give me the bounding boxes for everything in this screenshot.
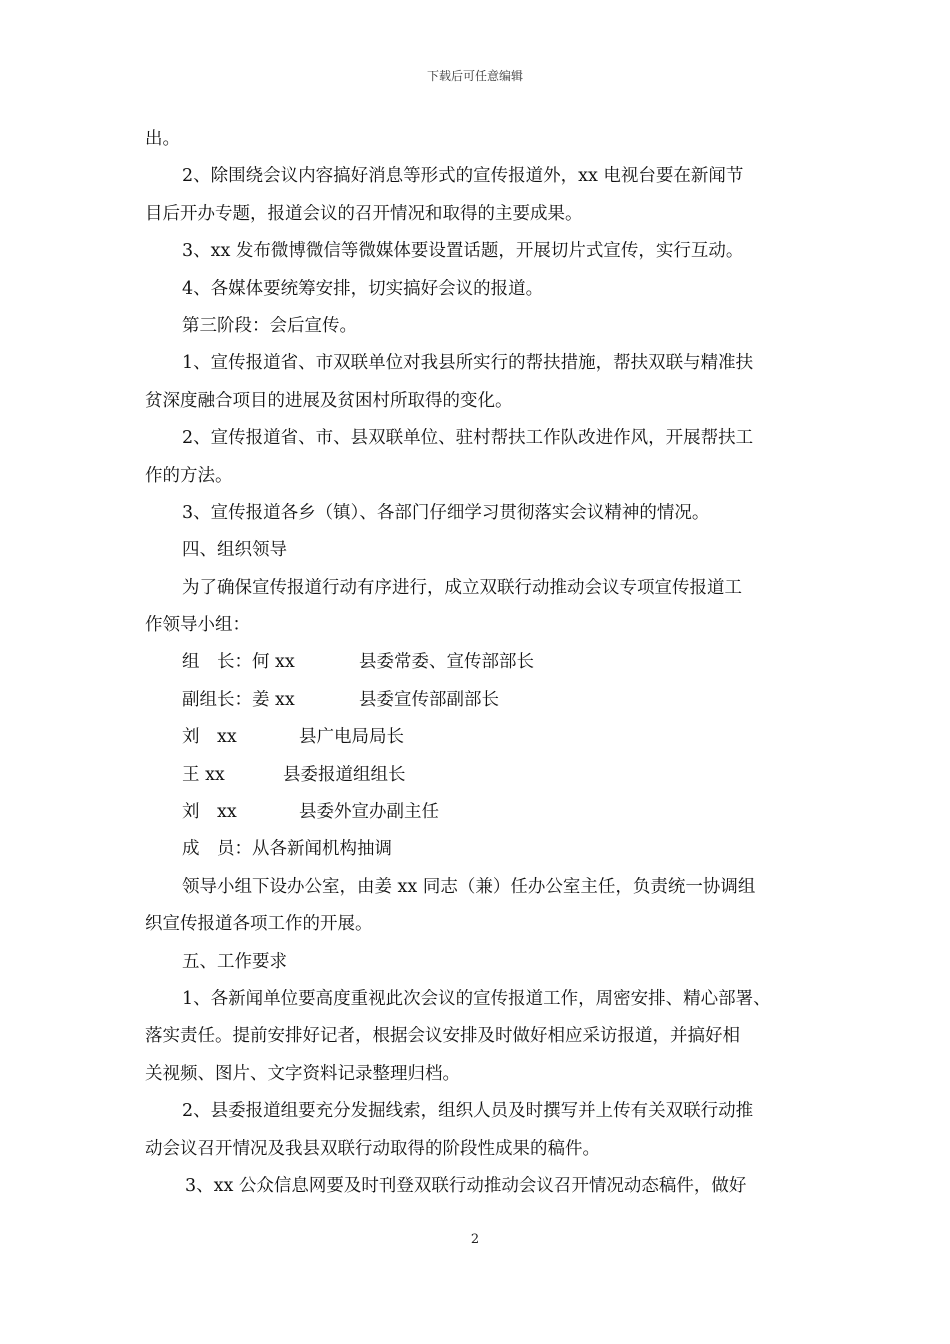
paragraph-line: 为了确保宣传报道行动有序进行，成立双联行动推动会议专项宣传报道工 (182, 577, 742, 598)
paragraph-line: 3、宣传报道各乡（镇）、各部门仔细学习贯彻落实会议精神的情况。 (182, 502, 710, 523)
section-heading: 四、组织领导 (182, 540, 287, 561)
leader-row (145, 794, 810, 831)
leader-role: 县委报道组组长 (283, 764, 406, 785)
document-body (145, 121, 810, 1205)
paragraph-line: 织宣传报道各项工作的开展。 (145, 914, 373, 935)
section-heading: 五、工作要求 (182, 951, 287, 972)
paragraph-line: 领导小组下设办公室，由姜 xx 同志（兼）任办公室主任，负责统一协调组 (182, 876, 756, 897)
paragraph-line: 作领导小组： (145, 615, 250, 636)
paragraph-line: 3、xx 发布微博微信等微媒体要设置话题，开展切片式宣传，实行互动。 (182, 241, 744, 262)
paragraph-line: 3、xx 公众信息网要及时刊登双联行动推动会议召开情况动态稿件，做好 (185, 1175, 747, 1196)
paragraph-line: 2、除围绕会议内容搞好消息等形式的宣传报道外，xx 电视台要在新闻节 (182, 166, 744, 187)
paragraph-line: 作的方法。 (145, 465, 233, 486)
paragraph-line: 关视频、图片、文字资料记录整理归档。 (145, 1063, 460, 1084)
leader-name: 副组长：姜 xx (182, 689, 295, 710)
leader-row (145, 644, 810, 681)
leader-row (145, 682, 810, 719)
members-line: 成 员：从各新闻机构抽调 (182, 839, 392, 860)
leader-name: 刘 xx (182, 727, 237, 748)
page-number: 2 (470, 1232, 480, 1247)
leader-row (145, 719, 810, 756)
paragraph-line: 目后开办专题，报道会议的召开情况和取得的主要成果。 (145, 203, 583, 224)
paragraph-line: 动会议召开情况及我县双联行动取得的阶段性成果的稿件。 (145, 1138, 600, 1159)
leader-name: 刘 xx (182, 802, 237, 823)
leader-row (145, 757, 810, 794)
paragraph-line: 贫深度融合项目的进展及贫困村所取得的变化。 (145, 390, 513, 411)
paragraph-line: 4、各媒体要统筹安排，切实搞好会议的报道。 (182, 278, 544, 299)
section-heading: 第三阶段：会后宣传。 (182, 315, 357, 336)
leader-role: 县委宣传部副部长 (359, 689, 499, 710)
leader-name: 组 长：何 xx (182, 652, 295, 673)
leader-role: 县广电局局长 (299, 727, 404, 748)
leader-role: 县委外宣办副主任 (299, 802, 439, 823)
paragraph-line: 落实责任。提前安排好记者，根据会议安排及时做好相应采访报道，并搞好相 (145, 1026, 740, 1047)
leader-name: 王 xx (182, 764, 225, 785)
paragraph-line: 2、宣传报道省、市、县双联单位、驻村帮扶工作队改进作风，开展帮扶工 (182, 428, 754, 449)
paragraph-line: 2、县委报道组要充分发掘线索，组织人员及时撰写并上传有关双联行动推 (182, 1101, 754, 1122)
leader-role: 县委常委、宣传部部长 (359, 652, 534, 673)
paragraph-line: 出。 (145, 129, 180, 149)
page-header-note: 下载后可任意编辑 (426, 69, 523, 83)
paragraph-line: 1、各新闻单位要高度重视此次会议的宣传报道工作，周密安排、精心部署、 (182, 988, 771, 1009)
paragraph-line: 1、宣传报道省、市双联单位对我县所实行的帮扶措施，帮扶双联与精准扶 (182, 353, 754, 374)
